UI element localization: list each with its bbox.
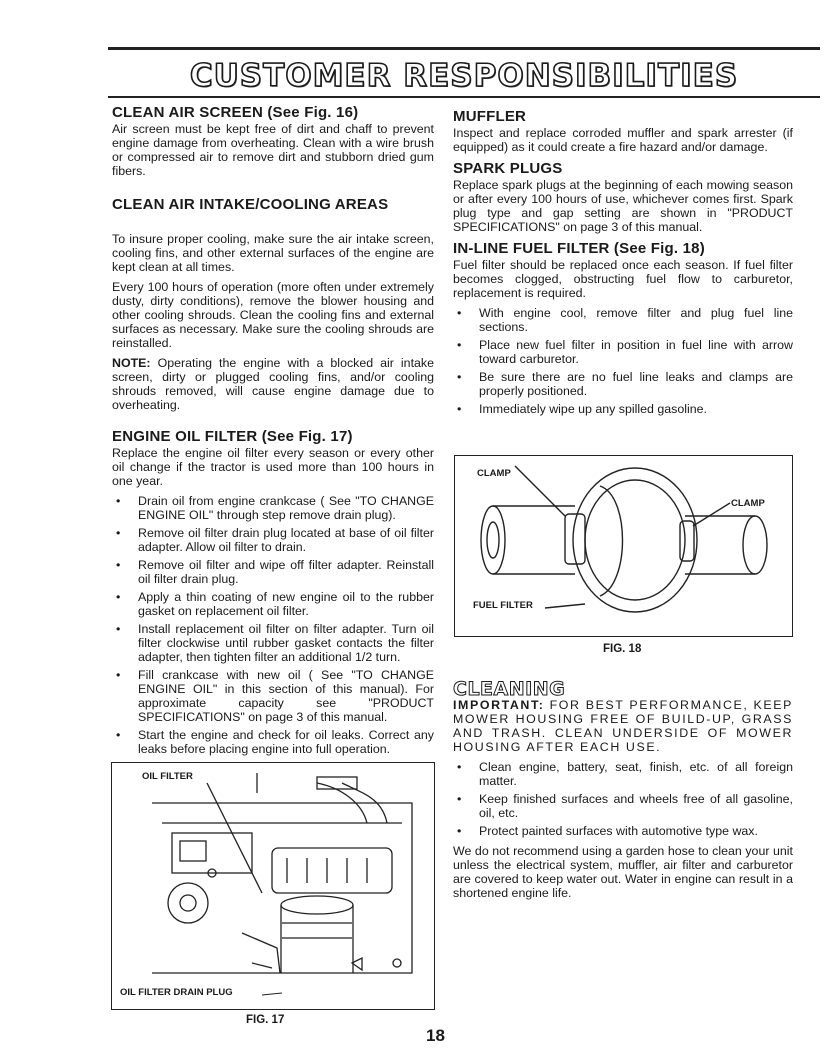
fig17-box — [111, 762, 435, 1010]
intake-text-2: Every 100 hours of operation (more often under extremely dusty, dirty conditions), remove the blower housing and other cooling shrouds. Clean the cooling fins and external surfaces as necessary. Make sure the cooling shrouds are reinstalled. — [112, 280, 434, 350]
intake-heading: CLEAN AIR INTAKE/COOLING AREAS — [112, 196, 389, 213]
list-item: • Start the engine and check for oil leaks. Correct any leaks before placing engine into full operation. — [112, 728, 434, 756]
cleaning-important — [453, 698, 793, 754]
fuel-heading: IN-LINE FUEL FILTER (See Fig. 18) — [453, 240, 705, 257]
fig17-label-oil-filter: OIL FILTER — [142, 771, 193, 782]
top-rule — [108, 47, 820, 50]
fig18-caption: FIG. 18 — [603, 643, 642, 655]
oil-filter-heading: ENGINE OIL FILTER (See Fig. 17) — [112, 428, 353, 445]
page-number: 18 — [426, 1026, 445, 1045]
list-item: • Place new fuel filter in position in fuel line with arrow toward carburetor. — [453, 338, 793, 366]
fuel-text: Fuel filter should be replaced once each season. If fuel filter becomes clogged, obstructing fuel flow to carburetor, replacement is required. — [453, 258, 793, 300]
cleaning-steps — [453, 760, 793, 838]
list-item: • Install replacement oil filter on filter adapter. Turn oil filter clockwise until rubber gasket contacts the filter adapter, then tighten filter an additional 1/2 turn. — [112, 622, 434, 664]
page-banner: CUSTOMER RESPONSIBILITIES — [189, 58, 739, 94]
list-item: • With engine cool, remove filter and plug fuel line sections. — [453, 306, 793, 334]
cleaning-heading: CLEANING — [453, 678, 566, 700]
intake-note — [112, 356, 434, 412]
air-screen-heading: CLEAN AIR SCREEN (See Fig. 16) — [112, 104, 359, 121]
muffler-text: Inspect and replace corroded muffler and spark arrester (if equipped) as it could create a fire hazard and/or damage. — [453, 126, 793, 154]
list-item: • Be sure there are no fuel line leaks and clamps are properly positioned. — [453, 370, 793, 398]
list-item: • Drain oil from engine crankcase ( See "TO CHANGE ENGINE OIL" through step remove drain plug). — [112, 494, 434, 522]
important-label: IMPORTANT: — [453, 698, 545, 712]
intake-text-1: To insure proper cooling, make sure the air intake screen, cooling fins, and other external surfaces of the engine are kept clean at all times. — [112, 232, 434, 274]
note-text: Operating the engine with a blocked air intake screen, dirty or plugged cooling fins, and/or cooling shrouds removed, will cause engine damage due to overheating. — [112, 356, 434, 412]
list-item: • Fill crankcase with new oil ( See "TO CHANGE ENGINE OIL" in this section of this manual). For approximate capacity see "PRODUCT SPECIFICATIONS" on page 3 of this manual. — [112, 668, 434, 724]
list-item: • Keep finished surfaces and wheels free of all gasoline, oil, etc. — [453, 792, 793, 820]
oil-filter-steps — [112, 494, 434, 756]
fig18-label-clamp-left: CLAMP — [477, 468, 511, 479]
spark-heading: SPARK PLUGS — [453, 160, 563, 177]
fig17-caption: FIG. 17 — [246, 1014, 285, 1026]
note-label: NOTE: — [112, 356, 151, 370]
banner-rule — [108, 96, 820, 98]
list-item: • Clean engine, battery, seat, finish, etc. of all foreign matter. — [453, 760, 793, 788]
muffler-heading: MUFFLER — [453, 108, 527, 125]
list-item: • Remove oil filter and wipe off filter adapter. Reinstall oil filter drain plug. — [112, 558, 434, 586]
list-item: • Remove oil filter drain plug located at base of oil filter adapter. Allow oil filter to drain. — [112, 526, 434, 554]
spark-text: Replace spark plugs at the beginning of each mowing season or after every 100 hours of use, whichever comes first. Spark plug type and gap setting are shown in "PRODUCT SPECIFICATIONS" on page 3 of this manual. — [453, 178, 793, 234]
important-text: FOR BEST PERFORMANCE, KEEP MOWER HOUSING FREE OF BUILD-UP, GRASS AND TRASH. CLEAN UNDERSIDE OF MOWER HOUSING AFTER EACH USE. — [453, 698, 793, 754]
list-item: • Apply a thin coating of new engine oil to the rubber gasket on replacement oil filter. — [112, 590, 434, 618]
cleaning-text: We do not recommend using a garden hose to clean your unit unless the electrical system, muffler, air filter and carburetor are covered to keep water out. Water in engine can result in a shortened engine life. — [453, 844, 793, 900]
cleaning-section — [453, 676, 793, 906]
fig18-label-clamp-right: CLAMP — [731, 498, 765, 509]
fig18-label-fuel-filter: FUEL FILTER — [473, 600, 533, 611]
fig17-label-drain-plug: OIL FILTER DRAIN PLUG — [120, 987, 233, 998]
fuel-steps — [453, 306, 793, 416]
air-screen-text: Air screen must be kept free of dirt and chaff to prevent engine damage from overheating. Clean with a wire brush or compressed air to remove dirt and stubborn dried gum fibers. — [112, 122, 434, 178]
list-item: • Protect painted surfaces with automotive type wax. — [453, 824, 793, 838]
oil-filter-text: Replace the engine oil filter every season or every other oil change if the tractor is used more than 100 hours in one year. — [112, 446, 434, 488]
oil-filter-illustration — [112, 763, 434, 1009]
left-column — [112, 106, 434, 762]
fig18-box — [454, 455, 793, 637]
list-item: • Immediately wipe up any spilled gasoline. — [453, 402, 793, 416]
right-column — [453, 110, 793, 422]
